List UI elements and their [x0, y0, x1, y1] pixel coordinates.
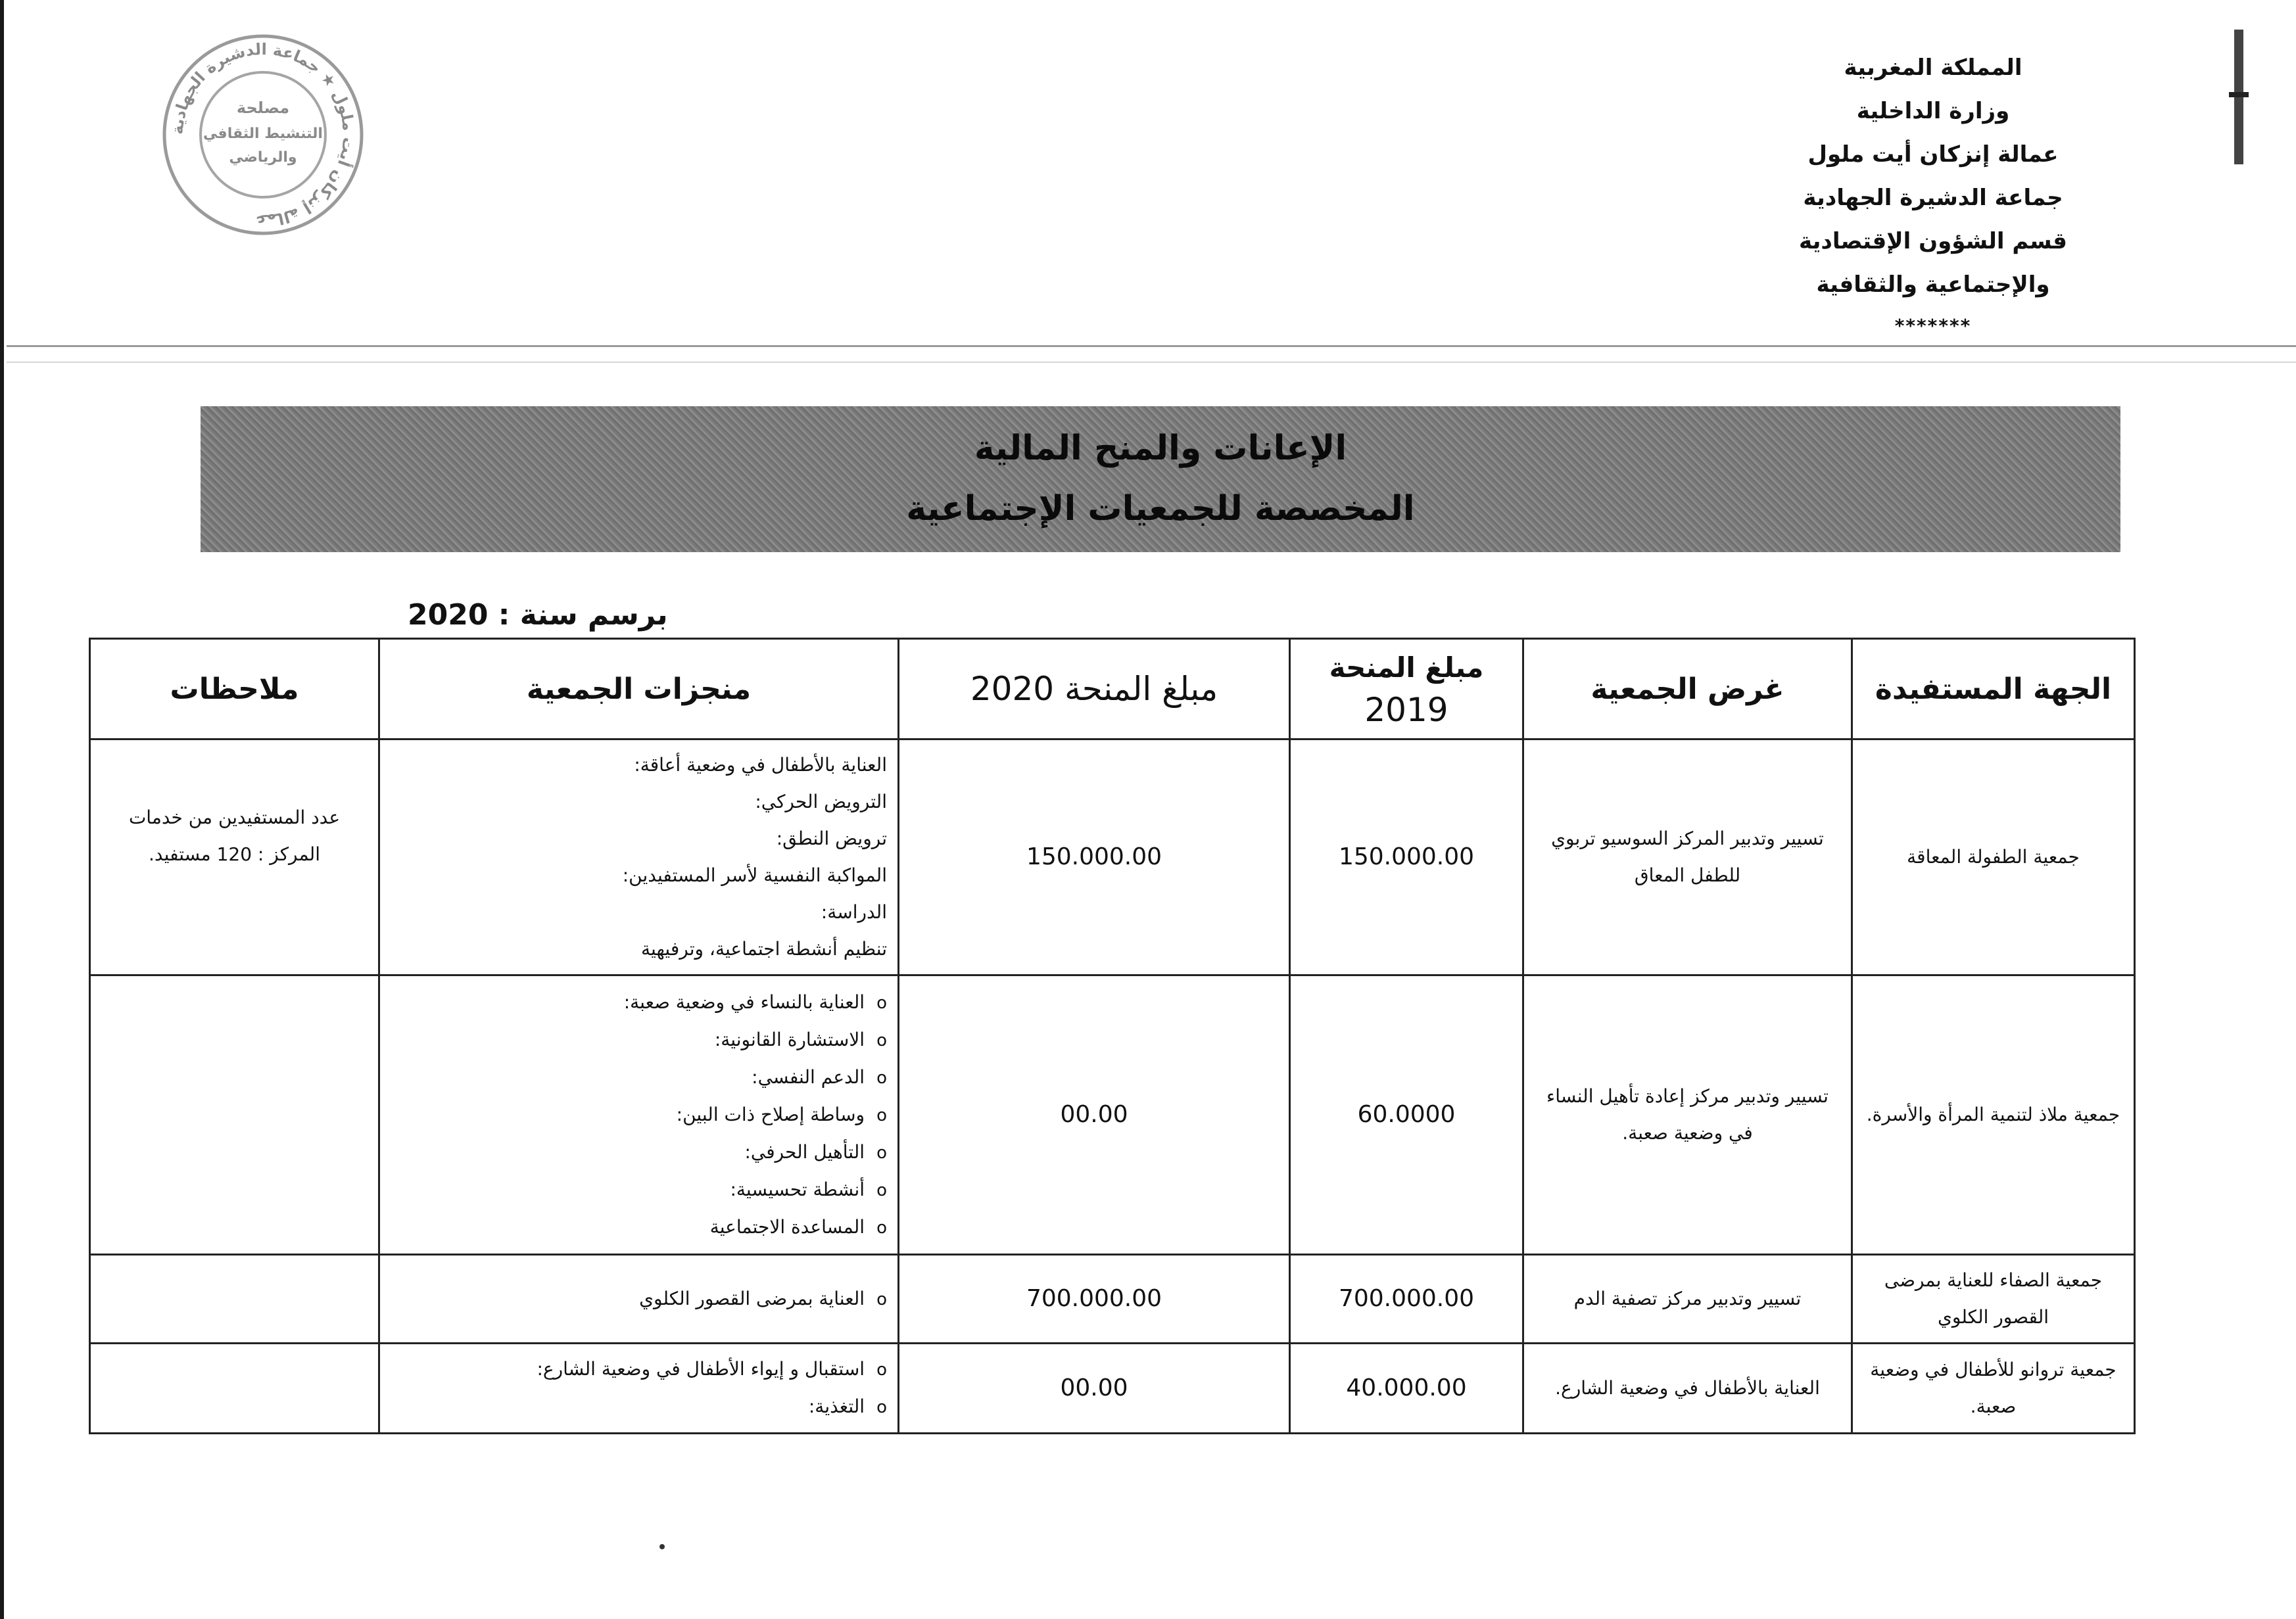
row-2-grant-2019: 60.0000	[1290, 975, 1523, 1255]
achievement-item: تنظيم أنشطة اجتماعية، وترفيهية	[641, 938, 887, 960]
stamp-outer-text: عمالة إنزكان أيت ملول ★ جماعة الدشيرة الجهادية	[168, 39, 358, 230]
letterhead-department-cont: والإجتماعية والثقافية	[1816, 271, 2050, 298]
table-row	[90, 1255, 2135, 1344]
stamp-inner-line-1: مصلحة	[236, 99, 290, 117]
achievement-item: ترويض النطق:	[776, 828, 887, 849]
achievement-item: المواكبة النفسية لأسر المستفيدين:	[622, 864, 887, 886]
achievement-item: o أنشطة تحسيسية:	[391, 1171, 887, 1209]
letterhead-ministry: وزارة الداخلية	[1856, 98, 2010, 124]
row-4-beneficiary: جمعية تروانو للأطفال في وضعية صعبة.	[1852, 1344, 2135, 1434]
official-stamp	[155, 26, 371, 243]
row-4-notes	[90, 1344, 379, 1434]
header-divider-shadow	[7, 362, 2296, 363]
letterhead-commune: جماعة الدشيرة الجهادية	[1803, 185, 2063, 211]
scan-speck	[659, 1544, 665, 1549]
row-2-purpose: تسيير وتدبير مركز إعادة تأهيل النساء في وضعية صعبة.	[1523, 975, 1852, 1255]
title-line-2: المخصصة للجمعيات الإجتماعية	[906, 489, 1415, 528]
achievement-item: o التأهيل الحرفي:	[391, 1134, 887, 1171]
row-1-beneficiary: جمعية الطفولة المعاقة	[1852, 739, 2135, 975]
row-2-beneficiary: جمعية ملاذ لتنمية المرأة والأسرة.	[1852, 975, 2135, 1255]
achievement-item: o العناية بالنساء في وضعية صعبة:	[391, 984, 887, 1021]
achievement-item: o استقبال و إيواء الأطفال في وضعية الشارع:	[391, 1351, 887, 1388]
header-beneficiary: الجهة المستفيدة	[1852, 639, 2135, 739]
stamp-inner-line-2: التنشيط الثقافي	[203, 126, 323, 142]
row-3-purpose: تسيير وتدبير مركز تصفية الدم	[1523, 1255, 1852, 1344]
year-label: برسم سنة : 2020	[408, 598, 668, 632]
row-3-grant-2019: 700.000.00	[1290, 1255, 1523, 1344]
header-purpose: غرض الجمعية	[1523, 639, 1852, 739]
header-grant-2019-label: مبلغ المنحة	[1329, 651, 1484, 684]
row-4-achievements	[379, 1344, 899, 1434]
achievement-item: الدراسة:	[821, 901, 887, 923]
achievement-item: العناية بالأطفال في وضعية أعاقة:	[634, 754, 887, 776]
row-1-grant-2019: 150.000.00	[1290, 739, 1523, 975]
row-1-notes: عدد المستفيدين من خدمات المركز : 120 مستفيد.	[90, 739, 379, 975]
row-3-achievements	[379, 1255, 899, 1344]
achievement-item: o وساطة إصلاح ذات البين:	[391, 1096, 887, 1134]
grants-table	[89, 638, 2136, 1434]
title-line-1: الإعانات والمنح المالية	[974, 429, 1347, 468]
table-row	[90, 1344, 2135, 1434]
letterhead	[1723, 46, 2143, 339]
row-2-notes	[90, 975, 379, 1255]
achievement-item: o الاستشارة القانونية:	[391, 1021, 887, 1059]
title-banner	[201, 406, 2120, 552]
header-grant-2020: مبلغ المنحة 2020	[899, 639, 1290, 739]
row-1-achievements	[379, 739, 899, 975]
header-grant-2019-year: 2019	[1364, 691, 1448, 729]
achievement-item: o الدعم النفسي:	[391, 1059, 887, 1096]
scan-margin-mark-tick	[2229, 92, 2249, 97]
row-2-grant-2020: 00.00	[899, 975, 1290, 1255]
row-3-notes	[90, 1255, 379, 1344]
achievement-item: o التغذية:	[391, 1388, 887, 1426]
letterhead-stars: *******	[1894, 315, 1972, 337]
row-4-grant-2019: 40.000.00	[1290, 1344, 1523, 1434]
stamp-inner-line-3: والرياضي	[229, 149, 297, 166]
table-row	[90, 975, 2135, 1255]
header-grant-2019	[1290, 639, 1523, 739]
letterhead-prefecture: عمالة إنزكان أيت ملول	[1807, 141, 2059, 168]
row-2-achievements	[379, 975, 899, 1255]
header-divider	[7, 345, 2296, 347]
row-3-beneficiary: جمعية الصفاء للعناية بمرضى القصور الكلوي	[1852, 1255, 2135, 1344]
row-3-grant-2020: 700.000.00	[899, 1255, 1290, 1344]
row-4-grant-2020: 00.00	[899, 1344, 1290, 1434]
scan-left-edge	[0, 0, 4, 1619]
letterhead-kingdom: المملكة المغربية	[1844, 55, 2022, 81]
header-notes: ملاحظات	[90, 639, 379, 739]
table-header-row	[90, 639, 2135, 739]
row-1-grant-2020: 150.000.00	[899, 739, 1290, 975]
table-row	[90, 739, 2135, 975]
achievement-item: o المساعدة الاجتماعية	[391, 1209, 887, 1246]
letterhead-department: قسم الشؤون الإقتصادية	[1799, 228, 2067, 254]
achievement-item: الترويض الحركي:	[755, 791, 887, 812]
row-4-purpose: العناية بالأطفال في وضعية الشارع.	[1523, 1344, 1852, 1434]
achievement-item: o العناية بمرضى القصور الكلوي	[391, 1280, 887, 1318]
header-achievements: منجزات الجمعية	[379, 639, 899, 739]
row-1-purpose: تسيير وتدبير المركز السوسيو تربوي للطفل المعاق	[1523, 739, 1852, 975]
